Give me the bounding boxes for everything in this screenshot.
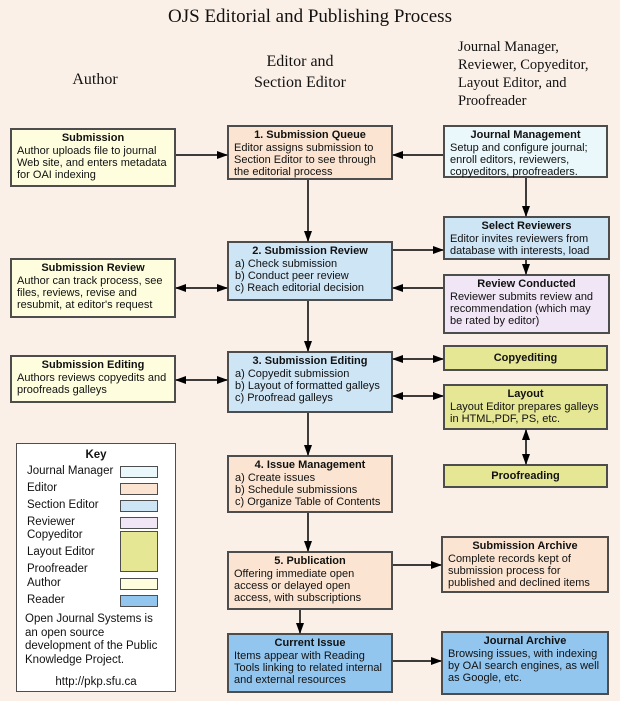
legend-swatch-section_editor <box>120 500 158 512</box>
node-title: 3. Submission Editing <box>252 355 368 367</box>
node-body: Author uploads file to journal Web site, and enters metadata for OAI indexing <box>17 145 167 181</box>
node-title: Journal Management <box>470 129 581 141</box>
node-body: Browsing issues, with indexing by OAI search engines, as well as Google, etc. <box>448 648 600 684</box>
node-body: Author can track process, see files, reviews, revise and resubmit, at editor's request <box>17 275 163 311</box>
legend-swatch-reader <box>120 595 158 607</box>
node-title: Copyediting <box>493 351 558 364</box>
flow-node-select-reviewers <box>443 216 610 260</box>
legend-label: Reviewer <box>27 516 75 528</box>
node-title: Current Issue <box>274 637 346 649</box>
legend-note: Open Journal Systems is an open source development of the Public Knowledge Project. <box>25 613 158 666</box>
node-body: Items appear with Reading Tools linking to related internal and external resources <box>234 650 382 686</box>
header-line: Reviewer, Copyeditor, <box>458 57 589 74</box>
node-list-line: b) Layout of formatted galleys <box>235 380 380 392</box>
legend-swatch-copyeditor_layout_proofreader <box>120 531 158 572</box>
legend-swatch-editor <box>120 483 158 495</box>
column-header-editor <box>230 52 370 94</box>
node-title: Layout <box>507 388 544 400</box>
node-list-line: b) Conduct peer review <box>235 270 349 282</box>
flow-node-review-conducted <box>443 274 610 334</box>
flow-node-author-submission <box>10 128 176 187</box>
node-list-line: a) Check submission <box>235 258 338 270</box>
node-title: Proofreading <box>491 469 560 482</box>
node-title: Submission Review <box>41 262 145 274</box>
legend-label: Layout Editor <box>27 546 95 558</box>
flow-node-submission-editing <box>227 351 393 413</box>
node-list-line: c) Reach editorial decision <box>235 282 365 294</box>
node-body: Complete records kept of submission process for published and declined items <box>448 553 590 589</box>
legend-swatch-author <box>120 578 158 590</box>
flow-node-layout <box>443 384 608 430</box>
legend-title: Key <box>85 449 107 461</box>
node-title: 4. Issue Management <box>254 459 366 471</box>
flow-node-copyediting <box>443 345 608 371</box>
flow-node-author-submission-review <box>10 258 176 318</box>
legend-label: Reader <box>27 594 65 606</box>
flow-node-submission-review <box>227 241 393 301</box>
flow-node-author-submission-editing <box>10 355 176 403</box>
node-title: Select Reviewers <box>481 220 572 232</box>
flow-node-journal-management <box>443 125 608 178</box>
flow-node-submission-queue <box>227 125 393 180</box>
node-list-line: a) Create issues <box>235 472 316 484</box>
header-line: Layout Editor, and <box>458 75 567 92</box>
legend-label: Proofreader <box>27 563 88 575</box>
legend-url: http://pkp.sfu.ca <box>55 676 137 688</box>
flow-node-submission-archive <box>441 536 609 593</box>
flow-node-current-issue <box>227 633 393 693</box>
flow-node-journal-archive <box>441 631 609 695</box>
node-title: 1. Submission Queue <box>254 129 366 141</box>
node-title: Submission Archive <box>472 540 578 552</box>
flow-node-publication <box>227 551 393 610</box>
legend-label: Editor <box>27 482 58 494</box>
legend-label: Copyeditor <box>27 529 83 541</box>
node-body: Authors reviews copyedits and proofreads galleys <box>17 372 167 396</box>
column-header-author: Author <box>72 71 118 88</box>
node-title: Submission <box>61 132 125 144</box>
legend-label: Journal Manager <box>27 465 114 477</box>
node-body: Offering immediate open access or delayed open access, with subscriptions <box>234 568 362 604</box>
node-body: Reviewer submits review and recommendation (which may be rated by editor) <box>450 291 594 327</box>
legend-swatch-reviewer <box>120 517 158 529</box>
node-title: 5. Publication <box>274 555 346 567</box>
header-line: Editor and <box>266 53 334 70</box>
node-list-line: c) Organize Table of Contents <box>235 496 381 508</box>
flow-node-proofreading <box>443 464 608 488</box>
node-body: Layout Editor prepares galleys in HTML,PDF, PS, etc. <box>450 401 599 425</box>
header-line: Section Editor <box>254 73 346 91</box>
header-line: Proofreader <box>458 93 527 110</box>
node-title: Review Conducted <box>477 278 576 290</box>
node-title: 2. Submission Review <box>252 245 368 257</box>
node-title: Journal Archive <box>483 635 567 647</box>
page-title: OJS Editorial and Publishing Process <box>168 6 452 27</box>
node-body: Setup and configure journal; enroll editors, reviewers, copyeditors, proofreaders. <box>450 142 588 178</box>
node-list-line: c) Proofread galleys <box>235 392 333 404</box>
flow-node-issue-management <box>227 455 393 513</box>
node-body: Editor assigns submission to Section Editor to see through the editorial process <box>234 142 376 178</box>
legend-key-box <box>16 443 176 692</box>
node-body: Editor invites reviewers from database with interests, load <box>450 233 590 257</box>
legend-label: Section Editor <box>27 499 99 511</box>
node-list-line: b) Schedule submissions <box>235 484 358 496</box>
column-header-journal-manager-reviewer <box>458 38 613 111</box>
legend-label: Author <box>27 577 61 589</box>
node-title: Submission Editing <box>41 359 145 371</box>
node-list-line: a) Copyedit submission <box>235 368 350 380</box>
header-line: Journal Manager, <box>458 39 559 55</box>
legend-swatch-journal_manager <box>120 466 158 478</box>
